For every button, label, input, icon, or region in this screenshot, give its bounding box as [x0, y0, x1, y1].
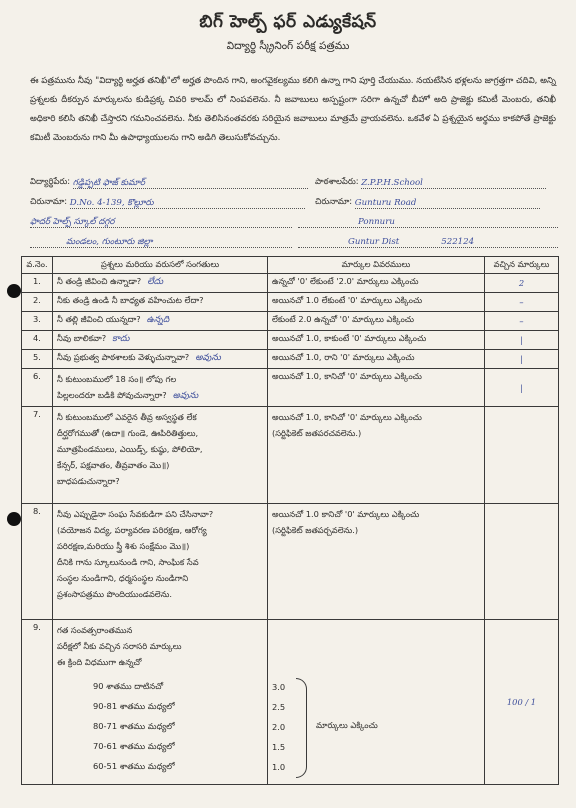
punch-hole [7, 512, 21, 526]
marks-cell[interactable] [485, 504, 559, 620]
row-number: 3. [22, 312, 53, 331]
question-cell [53, 620, 268, 785]
address-line-3-row [30, 216, 292, 228]
rule-text: అయినచో 1.0 కానిచో '0' మార్కులు ఎక్కించు [272, 509, 420, 519]
question-text: నీ కుటుంబములో ఎవరైన తీవ్ర అస్వస్థత లేక [57, 412, 197, 422]
question-text: మూత్రపిండములు, ఎయిడ్స్, కుష్ఠు, పోలియో, [57, 444, 203, 454]
row-number: 1. [22, 274, 53, 293]
table-row [22, 369, 559, 407]
question-text: దీర్ఘరోగముతో (ఉదా॥ గుండె, ఊపిరితిత్తులు, [57, 428, 199, 438]
question-cell [53, 407, 268, 504]
table-header-row [22, 257, 559, 274]
row-number: 4. [22, 331, 53, 350]
address-row: చిరునామా: D.No. 4-139, కొల్లూరు [30, 196, 305, 209]
marks-cell[interactable] [485, 407, 559, 504]
row-number: 8. [22, 504, 53, 620]
school-name-label: పాఠశాలపేరు [315, 176, 356, 186]
marks-cell[interactable]: | [485, 350, 559, 369]
question-cell [53, 369, 268, 407]
question-cell [53, 504, 268, 620]
handwritten-answer[interactable]: కాదు [112, 334, 130, 344]
question-text: ప్రశంసాపత్రము పొందియుండవలెను. [57, 589, 173, 599]
table-row [22, 504, 559, 620]
mark-value: 2.5 [272, 702, 286, 712]
handwritten-answer[interactable]: అవును [172, 391, 199, 401]
row-number: 6. [22, 369, 53, 407]
question-text: నీ కుటుంబములో 18 సం॥ లోపు గల [57, 374, 177, 384]
column-header-marks: వచ్చిన మార్కులు [485, 257, 559, 274]
address-field-2[interactable]: Gunturu Road [355, 197, 540, 209]
percentage-values [272, 677, 285, 777]
table-row [22, 350, 559, 369]
screening-table [21, 256, 559, 785]
mark-value: 1.5 [272, 742, 286, 752]
table-row [22, 312, 559, 331]
punch-hole [7, 284, 21, 298]
percentage-item: 90 శాతము దాటినచో [93, 681, 164, 691]
column-header-sn: వ.నెం. [22, 257, 53, 274]
page-subtitle: విద్యార్థి స్క్రీనింగ్ పరీక్ష పత్రము [226, 40, 350, 52]
question-text: నీవు ప్రభుత్వ పాఠశాలకు వెళ్ళుచున్నావా? [57, 352, 190, 362]
rule-text: అయినచో 1.0, కానిచో '0' మార్కులు ఎక్కించు [272, 412, 422, 422]
marks-cell[interactable]: 100 / 1 [485, 620, 559, 785]
address-field[interactable]: D.No. 4-139, కొల్లూరు [70, 197, 305, 209]
place-row [298, 216, 558, 228]
rule-cell: అయినచో 1.0, కానిచో '0' మార్కులు ఎక్కించు [268, 369, 485, 407]
percentage-item: 60-51 శాతము మధ్యలో [93, 761, 175, 771]
percentage-item: 90-81 శాతము మధ్యలో [93, 701, 175, 711]
handwritten-answer[interactable]: ఉన్నది [146, 315, 170, 325]
brace-divider [296, 678, 307, 778]
district-field[interactable]: Guntur Dist 522124 [298, 236, 558, 248]
table-row [22, 331, 559, 350]
question-text: (వయోజన విద్య, పర్యావరణ పరిరక్షణ, ఆరోగ్య [57, 525, 207, 535]
mark-value: 1.0 [272, 762, 286, 772]
student-name-row: విద్యార్థిపేరు: గడ్డిప్పటి ఫాజ్ కుమార్ [30, 176, 308, 189]
address-line-3-field[interactable]: ఫాదర్ హెల్ప్ స్కూల్ దగ్గర [30, 216, 292, 228]
rule-cell: లేకుంటే 2.0 ఉన్నచో '0' మార్కులు ఎక్కించు [268, 312, 485, 331]
question-text: ఈ క్రింది విధముగా ఉన్నచో [57, 657, 142, 667]
address-line-4-field[interactable]: మండలం, గుంటూరు జిల్లా [30, 236, 292, 248]
percentage-item: 70-61 శాతము మధ్యలో [93, 741, 175, 751]
student-name-field[interactable]: గడ్డిప్పటి ఫాజ్ కుమార్ [73, 177, 308, 189]
question-cell [53, 312, 268, 331]
handwritten-answer[interactable]: అవును [195, 353, 221, 363]
rule-cell: ఉన్నచో '0' లేకుంటే '2.0' మార్కులు ఎక్కించు [268, 274, 485, 293]
table-row [22, 620, 559, 785]
column-header-rules: మార్కుల వివరములు [268, 257, 485, 274]
question-text: గత సంవత్సరాంతమున [57, 625, 133, 635]
row-number: 7. [22, 407, 53, 504]
rule-note: (సర్టిఫికెట్ జతపర్చవలెను.) [272, 525, 359, 535]
percentage-item: 80-71 శాతము మధ్యలో [93, 721, 175, 731]
question-text: పిల్లలందరూ బడికి పోవుచున్నారా? అవును [57, 390, 199, 401]
question-text: బాధపడుచున్నారా? [57, 476, 120, 486]
question-text: నీ తండ్రి జీవించి ఉన్నాడా? [57, 276, 142, 286]
question-text: నీకు తండ్రి ఉండి నీ బాధ్యత వహించుట లేదా? [57, 295, 204, 305]
rule-text: మార్కులు ఎక్కించు [316, 720, 378, 730]
address-label: చిరునామా [30, 196, 65, 206]
question-text: నీవు ఎప్పుడైనా సంఘ సేవకుడిగా పని చేసినావా? [57, 509, 214, 519]
question-text: నీవు బాలికవా? [57, 333, 107, 343]
question-cell [53, 331, 268, 350]
mark-value: 2.0 [272, 722, 286, 732]
question-cell [53, 350, 268, 369]
question-text: పరిరక్షణ,మరియు స్త్రీ శిశు సంక్షేమం మొ॥) [57, 541, 190, 551]
handwritten-answer[interactable]: లేదు [147, 277, 164, 287]
place-field[interactable]: Ponnuru [298, 216, 558, 228]
question-text: కేన్సర్, పక్షవాతం, తీవ్రవాతం మొ॥) [57, 460, 170, 470]
question-text: దీనికి గాను స్కూలునుండి గాని, సాంఘిక సేవ [57, 557, 199, 567]
question-text: నీ తల్లి జీవించి యున్నదా? [57, 314, 141, 324]
page-title: బిగ్ హెల్ప్ ఫర్ ఎడ్యుకేషన్ [199, 12, 377, 32]
address-label-2: చిరునామా [315, 196, 350, 206]
school-name-field[interactable]: Z.P.P.H.School [361, 177, 546, 189]
marks-cell[interactable]: | [485, 369, 559, 407]
marks-cell[interactable]: – [485, 293, 559, 312]
question-text: పరీక్షలో నీకు వచ్చిన సరాసరి మార్కులు [57, 641, 182, 651]
address-line-4-row [30, 236, 292, 248]
marks-cell[interactable]: 2 [485, 274, 559, 293]
question-cell [53, 274, 268, 293]
rule-cell: అయినచో 1.0, కాకుంటే '0' మార్కులు ఎక్కించు [268, 331, 485, 350]
school-name-row: పాఠశాలపేరు: Z.P.P.H.School [315, 176, 546, 189]
rule-cell [268, 504, 485, 620]
marks-cell[interactable]: | [485, 331, 559, 350]
row-number: 2. [22, 293, 53, 312]
rule-cell [268, 620, 485, 785]
marks-cell[interactable]: – [485, 312, 559, 331]
question-text: సంస్థల నుండిగాని, ధర్మసంస్థల నుండిగాని [57, 573, 189, 583]
percentage-list [93, 676, 263, 776]
rule-note: (సర్టిఫికెట్ జతపరచవలెను.) [272, 428, 362, 438]
address-row-2: చిరునామా: Gunturu Road [315, 196, 540, 209]
rule-cell [268, 407, 485, 504]
mark-value: 3.0 [272, 682, 286, 692]
row-number: 5. [22, 350, 53, 369]
question-cell [53, 293, 268, 312]
rule-cell: అయినచో 1.0 లేకుంటే '0' మార్కులు ఎక్కించు [268, 293, 485, 312]
row-number: 9. [22, 620, 53, 785]
rule-cell: అయినచో 1.0, రాని '0' మార్కులు ఎక్కించు [268, 350, 485, 369]
column-header-question: ప్రశ్నలు మరియు వరుసలో సంగతులు [53, 257, 268, 274]
student-name-label: విద్యార్థిపేరు [30, 176, 68, 186]
district-row [298, 236, 558, 248]
instructions-paragraph: ఈ పత్రమును నీవు "విద్యార్థి అర్హత తనిఖీ"లో అర్హత పొందిన గాని, అంగవైకల్యము కలిగి ఉన్నా గాని పూర్తి చేయుము. నయటేసిన భళ్లలను జాగ్రత్తగా చదివి, అన్ని ప్రశ్నలకు దీకర్పున మార్కులను కుడిప్రక్క చివరి కాలమ్ లో నింపవలెను. నీ జవాబులు అస్పష్టంగా సరిగా ఉన్నచో బీహో అది ప్రాజెక్టు కమిటీ మెంబరు, తనిఖీ అధికారి కలిసి తనిఖీ చేస్తారని గమనించవలెను. నీకు తెలిసినంతవరకు సరియైన జవాబులు మాత్రమే వ్రాయవలెను. ఒకవేళ ఏ ప్రశ్నయైన అర్థము కాకపోతే ప్రాజెక్టు కమిటీ మెంబరును గాని మీ ఉపాధ్యాయులను గాని అడిగి తెలుసుకోవచ్చును. [30, 76, 556, 143]
table-row [22, 274, 559, 293]
table-row [22, 407, 559, 504]
table-row [22, 293, 559, 312]
